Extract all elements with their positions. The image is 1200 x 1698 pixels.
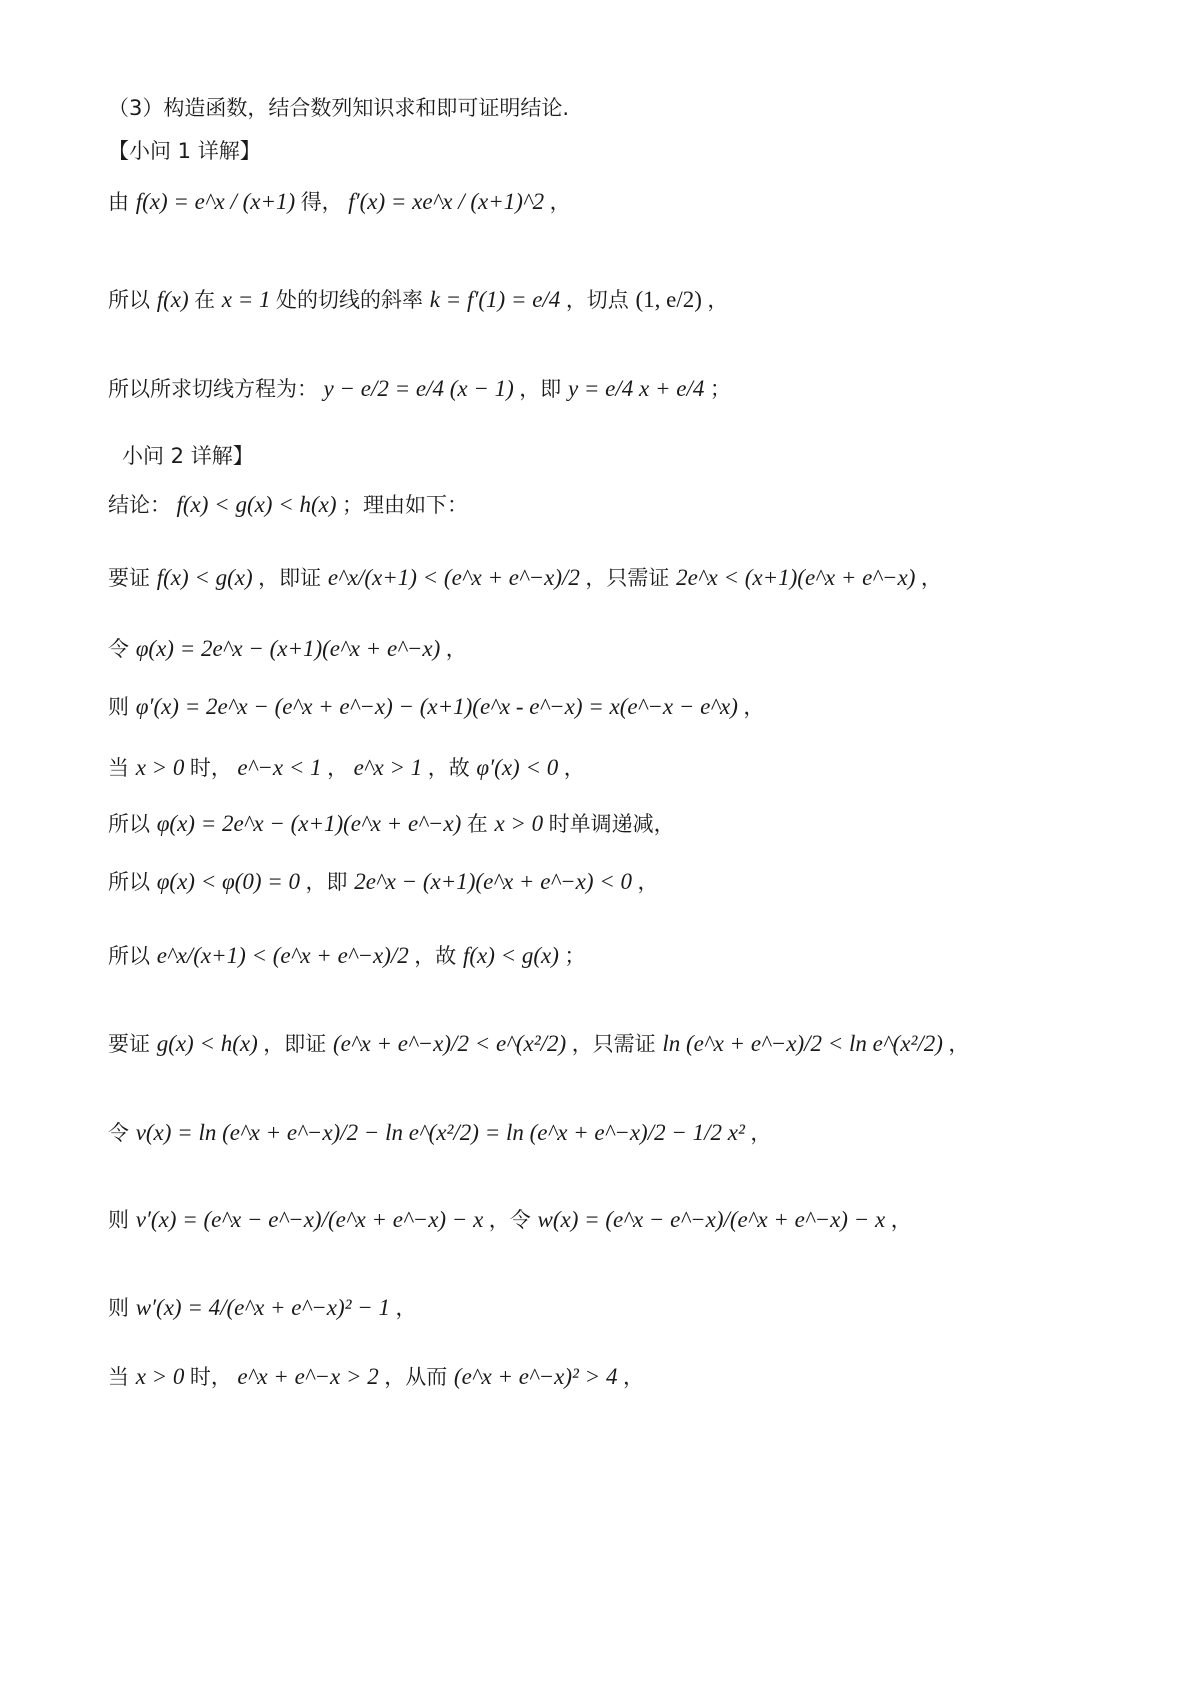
text-line [108, 944, 585, 967]
math-expression: f(x) [156, 287, 189, 312]
text-segment: ， [445, 637, 467, 661]
text-segment: （3）构造函数，结合数列知识求和即可证明结论. [108, 96, 570, 120]
text-segment: 当 [108, 1365, 136, 1389]
text-segment: ， [920, 566, 942, 590]
text-segment: 则 [108, 1296, 136, 1320]
math-expression: v′(x) = (e^x − e^−x)/(e^x + e^−x) − x [135, 1207, 484, 1232]
math-expression: f′(x) = xe^x / (x+1)^2 [348, 189, 545, 214]
text-segment: ， [707, 288, 729, 312]
text-segment: ，即证 [263, 1032, 333, 1056]
text-line [108, 1296, 417, 1319]
math-expression: g(x) < h(x) [156, 1031, 258, 1056]
text-segment: 【小问 1 详解】 [108, 139, 261, 163]
text-line [108, 288, 728, 311]
math-expression: φ′(x) < 0 [476, 755, 559, 780]
math-expression: e^x/(x+1) < (e^x + e^−x)/2 [327, 565, 580, 590]
text-line [108, 98, 569, 119]
math-expression: φ(x) = 2e^x − (x+1)(e^x + e^−x) [135, 636, 441, 661]
math-expression: φ′(x) = 2e^x − (e^x + e^−x) − (x+1)(e^x - e^−x) = x(e^−x − e^x) [135, 694, 738, 719]
text-segment: 则 [108, 1208, 136, 1232]
text-line [108, 1121, 771, 1144]
text-line [108, 1208, 912, 1231]
math-expression: ln (e^x + e^−x)/2 < ln e^(x²/2) [662, 1031, 943, 1056]
text-line [108, 377, 731, 400]
math-expression: 2e^x − (x+1)(e^x + e^−x) < 0 [354, 869, 633, 894]
math-expression: φ(x) = 2e^x − (x+1)(e^x + e^−x) [156, 811, 462, 836]
text-line [108, 493, 468, 516]
math-expression: x > 0 [494, 811, 544, 836]
text-line [108, 566, 942, 589]
text-segment: 结论： [108, 493, 171, 517]
text-line [108, 756, 585, 779]
text-segment: 要证 [108, 1032, 157, 1056]
text-segment: ，故 [427, 756, 477, 780]
math-expression: 2e^x < (x+1)(e^x + e^−x) [676, 565, 916, 590]
math-expression: y = e/4 x + e/4 [567, 376, 705, 401]
text-segment: ，即 [519, 377, 568, 401]
text-segment: ， [563, 756, 585, 780]
text-segment: 时单调递减， [548, 812, 675, 836]
math-expression: w(x) = (e^x − e^−x)/(e^x + e^−x) − x [537, 1207, 886, 1232]
text-segment: ， [327, 756, 349, 780]
text-segment: ，故 [414, 944, 463, 968]
text-segment: 令 [108, 1121, 136, 1145]
text-segment: 则 [108, 695, 136, 719]
text-segment: ， [890, 1208, 912, 1232]
text-segment: 令 [108, 637, 136, 661]
text-line [108, 870, 659, 893]
text-segment: 得， [300, 190, 343, 214]
text-segment: 所以 [108, 812, 157, 836]
text-segment: ， [948, 1032, 970, 1056]
math-expression: e^x > 1 [353, 755, 423, 780]
math-expression: f(x) < g(x) < h(x) [176, 492, 337, 517]
text-line [108, 1032, 969, 1055]
text-line [108, 695, 764, 718]
text-segment: ，只需证 [571, 1032, 663, 1056]
math-expression: (e^x + e^−x)/2 < e^(x²/2) [332, 1031, 567, 1056]
math-expression: (e^x + e^−x)² > 4 [453, 1364, 618, 1389]
math-expression: (1, e/2) [635, 287, 702, 312]
text-segment: 小问 2 详解】 [122, 444, 254, 468]
text-segment: 时， [189, 1365, 232, 1389]
math-expression: f(x) < g(x) [156, 565, 253, 590]
text-segment: ，令 [488, 1208, 538, 1232]
text-segment: 要证 [108, 566, 157, 590]
text-segment: ，只需证 [585, 566, 677, 590]
text-segment: ， [549, 190, 571, 214]
text-segment: ， [622, 1365, 644, 1389]
text-segment: 所以 [108, 288, 157, 312]
text-line [108, 812, 675, 835]
text-segment: 当 [108, 756, 136, 780]
text-segment: 所以所求切线方程为： [108, 377, 318, 401]
math-expression: e^x/(x+1) < (e^x + e^−x)/2 [156, 943, 409, 968]
text-line [108, 1365, 644, 1388]
text-segment: ，切点 [565, 288, 636, 312]
section-heading [122, 446, 254, 467]
math-expression: x > 0 [135, 1364, 185, 1389]
text-segment: 在 [466, 812, 495, 836]
text-segment: ； [564, 944, 586, 968]
text-segment: ， [750, 1121, 772, 1145]
text-segment: ， [743, 695, 765, 719]
text-line [108, 190, 571, 213]
math-expression: v(x) = ln (e^x + e^−x)/2 − ln e^(x²/2) = ln (e^x + e^−x)/2 − 1/2 x² [135, 1120, 745, 1145]
text-segment: ， [637, 870, 659, 894]
text-segment: ，即证 [258, 566, 328, 590]
math-expression: f(x) < g(x) [462, 943, 559, 968]
section-heading [108, 141, 261, 162]
math-expression: w′(x) = 4/(e^x + e^−x)² − 1 [135, 1295, 391, 1320]
math-expression: e^x + e^−x > 2 [237, 1364, 379, 1389]
math-expression: y − e/2 = e/4 (x − 1) [323, 376, 514, 401]
text-segment: ， [395, 1296, 417, 1320]
math-expression: x = 1 [221, 287, 271, 312]
text-segment: 所以 [108, 944, 157, 968]
math-expression: k = f′(1) = e/4 [429, 287, 561, 312]
text-segment: 处的切线的斜率 [276, 288, 430, 312]
math-expression: φ(x) < φ(0) = 0 [156, 869, 301, 894]
math-expression: e^−x < 1 [237, 755, 322, 780]
text-line [108, 637, 467, 660]
text-segment: ； [709, 377, 731, 401]
text-segment: 时， [189, 756, 232, 780]
text-segment: ；理由如下： [342, 493, 469, 517]
math-expression: x > 0 [135, 755, 185, 780]
text-segment: 由 [108, 190, 136, 214]
text-segment: 在 [194, 288, 222, 312]
text-segment: ，从而 [384, 1365, 454, 1389]
text-segment: ，即 [305, 870, 355, 894]
math-expression: f(x) = e^x / (x+1) [135, 189, 296, 214]
text-segment: 所以 [108, 870, 157, 894]
